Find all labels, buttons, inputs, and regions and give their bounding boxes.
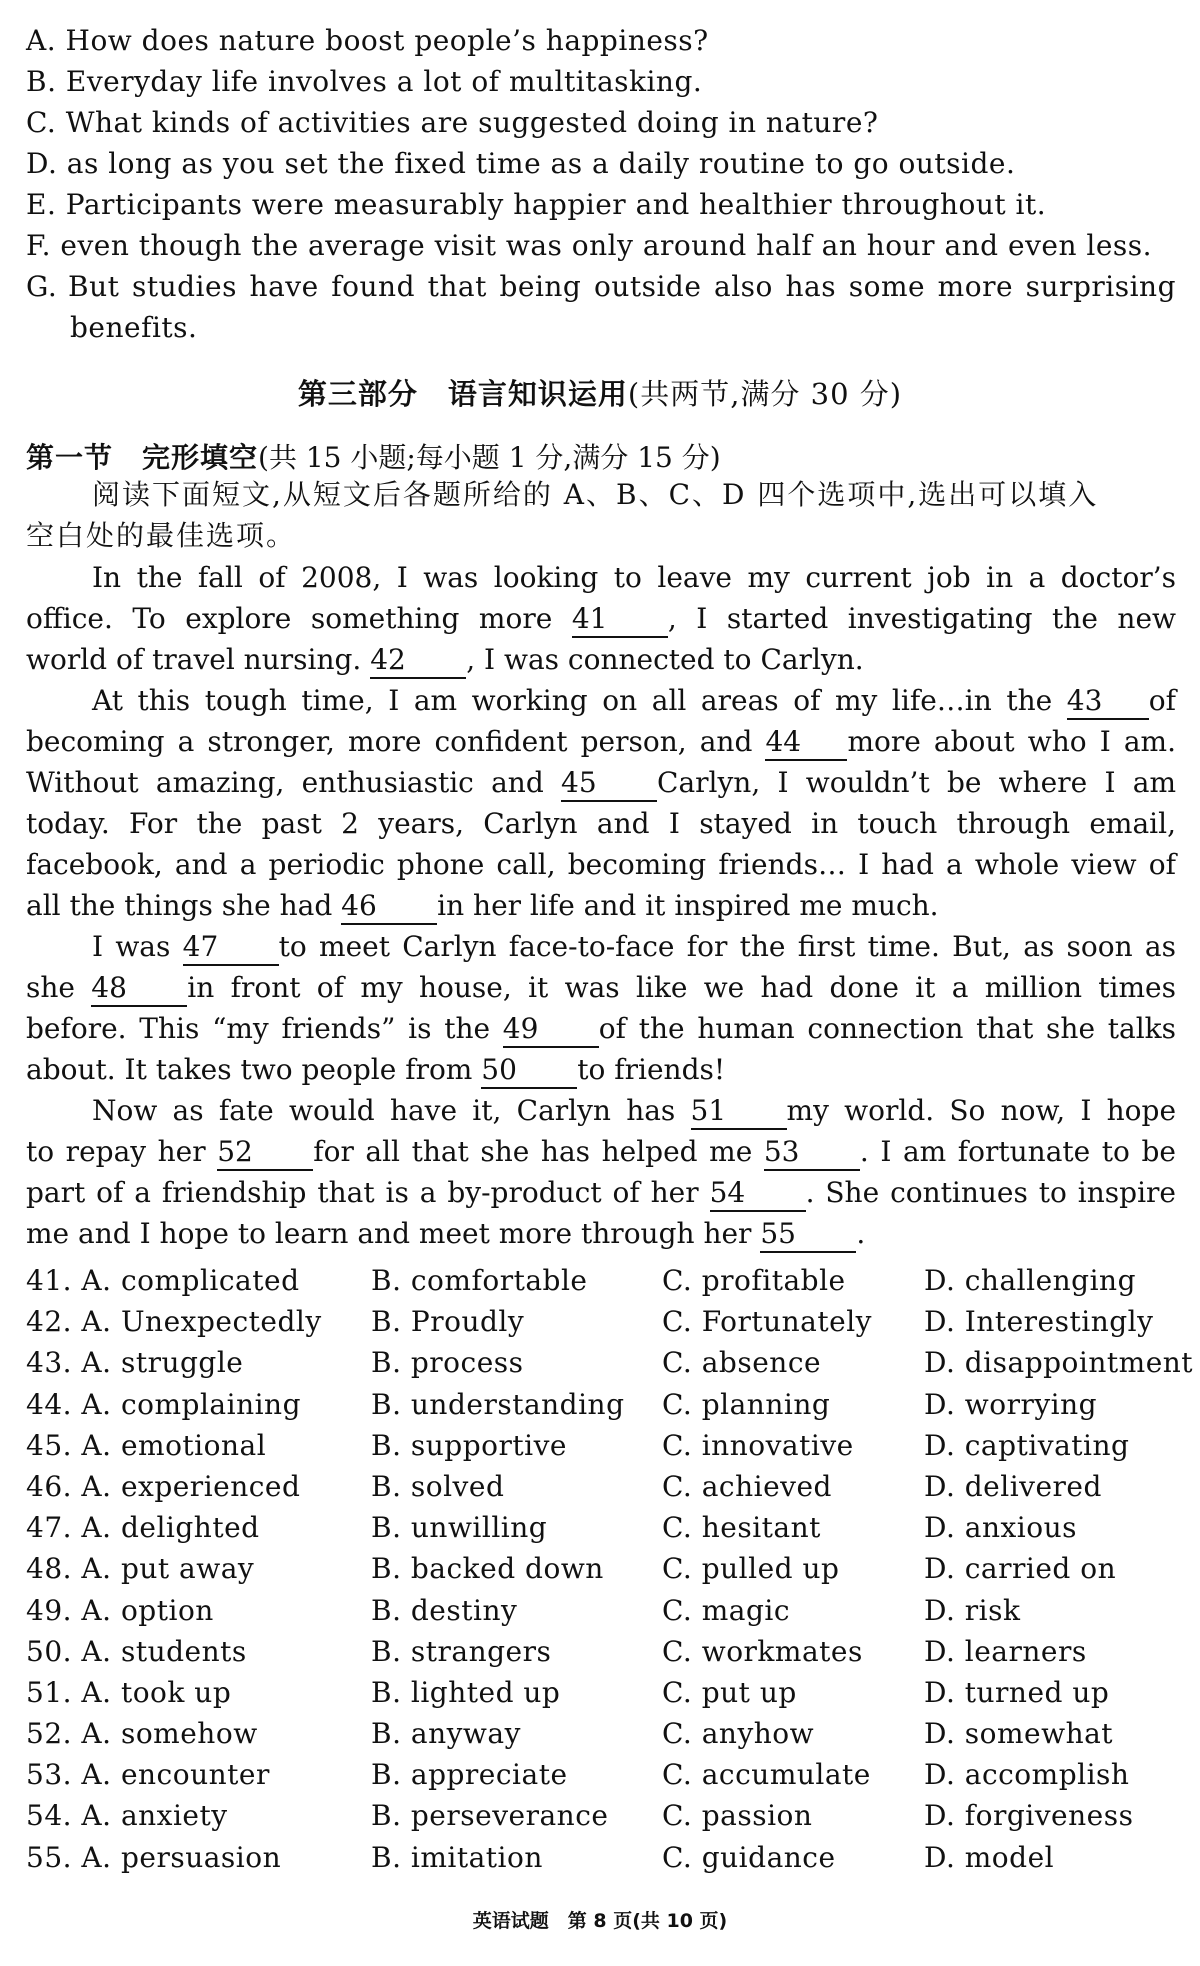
passage-line: I was 47 to meet Carlyn face-to-face for the first time. But, as soon as bbox=[26, 926, 1176, 967]
section-heading-main: 第一节 完形填空 bbox=[26, 441, 259, 474]
question-row-44: 44. A. complaining B. understanding C. planning D. worrying bbox=[26, 1387, 1098, 1421]
option-e: E. Participants were measurably happier and healthier throughout it. bbox=[26, 188, 1047, 221]
blank-42: 42 bbox=[370, 645, 466, 679]
cloze-passage bbox=[26, 557, 1176, 1254]
blank-53: 53 bbox=[764, 1137, 860, 1171]
question-row-43: 43. A. struggle B. process C. absence D. disappointment bbox=[26, 1346, 1194, 1380]
passage-line: Without amazing, enthusiastic and 45 Carlyn, I wouldn’t be where I am bbox=[26, 762, 1176, 803]
question-row-54: 54. A. anxiety B. perseverance C. passion D. forgiveness bbox=[26, 1799, 1134, 1833]
option-b: B. Everyday life involves a lot of multitasking. bbox=[26, 65, 703, 98]
option-g-continuation: benefits. bbox=[70, 311, 198, 344]
blank-51: 51 bbox=[691, 1096, 787, 1130]
question-row-47: 47. A. delighted B. unwilling C. hesitant D. anxious bbox=[26, 1511, 1077, 1545]
question-row-49: 49. A. option B. destiny C. magic D. risk bbox=[26, 1593, 1021, 1627]
answer-options-list bbox=[26, 20, 1176, 348]
passage-line: me and I hope to learn and meet more through her 55 . bbox=[26, 1213, 1176, 1254]
blank-43: 43 bbox=[1067, 686, 1149, 720]
blank-48: 48 bbox=[91, 973, 187, 1007]
page-footer: 英语试题 第 8 页(共 10 页) bbox=[472, 1910, 728, 1932]
passage-line: she 48 in front of my house, it was like we had done it a million times bbox=[26, 967, 1176, 1008]
blank-55: 55 bbox=[760, 1219, 856, 1253]
passage-line: to repay her 52 for all that she has helped me 53 . I am fortunate to be bbox=[26, 1131, 1176, 1172]
question-row-41: 41. A. complicated B. comfortable C. profitable D. challenging bbox=[26, 1264, 1137, 1297]
part-title-main: 第三部分 语言知识运用 bbox=[297, 377, 628, 411]
question-row-46: 46. A. experienced B. solved C. achieved D. delivered bbox=[26, 1469, 1102, 1503]
option-f: F. even though the average visit was only around half an hour and even less. bbox=[26, 229, 1153, 262]
blank-50: 50 bbox=[481, 1055, 577, 1089]
blank-46: 46 bbox=[341, 891, 437, 925]
passage-line: office. To explore something more 41 , I started investigating the new bbox=[26, 598, 1176, 639]
option-c: C. What kinds of activities are suggested doing in nature? bbox=[26, 106, 879, 139]
passage-line: facebook, and a periodic phone call, becoming friends… I had a whole view of bbox=[26, 848, 1176, 881]
passage-line: At this tough time, I am working on all areas of my life…in the 43 of bbox=[26, 680, 1176, 721]
section-heading bbox=[26, 436, 721, 476]
question-row-45: 45. A. emotional B. supportive C. innovative D. captivating bbox=[26, 1428, 1130, 1462]
instructions-line-2: 空白处的最佳选项。 bbox=[26, 519, 297, 552]
blank-47: 47 bbox=[183, 932, 279, 966]
passage-line: today. For the past 2 years, Carlyn and I stayed in touch through email, bbox=[26, 807, 1176, 840]
blank-41: 41 bbox=[572, 604, 668, 638]
question-row-52: 52. A. somehow B. anyway C. anyhow D. somewhat bbox=[26, 1717, 1114, 1751]
question-row-53: 53. A. encounter B. appreciate C. accumulate D. accomplish bbox=[26, 1758, 1130, 1792]
question-row-55: 55. A. persuasion B. imitation C. guidance D. model bbox=[26, 1840, 1055, 1874]
blank-54: 54 bbox=[710, 1178, 806, 1212]
blank-52: 52 bbox=[217, 1137, 313, 1171]
question-row-51: 51. A. took up B. lighted up C. put up D. turned up bbox=[26, 1675, 1110, 1709]
question-row-50: 50. A. students B. strangers C. workmates D. learners bbox=[26, 1634, 1087, 1668]
question-options bbox=[26, 1260, 1194, 1878]
question-row-48: 48. A. put away B. backed down C. pulled up D. carried on bbox=[26, 1552, 1117, 1586]
option-d: D. as long as you set the fixed time as a daily routine to go outside. bbox=[26, 147, 1016, 180]
blank-49: 49 bbox=[503, 1014, 599, 1048]
passage-line: In the fall of 2008, I was looking to leave my current job in a doctor’s bbox=[92, 561, 1176, 594]
option-g-text: But studies have found that being outside also has some more surprising bbox=[68, 270, 1176, 303]
option-a: A. How does nature boost people’s happiness? bbox=[26, 24, 709, 57]
passage-line: world of travel nursing. 42 , I was connected to Carlyn. bbox=[26, 639, 1176, 680]
passage-line: Now as fate would have it, Carlyn has 51 my world. So now, I hope bbox=[26, 1090, 1176, 1131]
option-g-label: G. bbox=[26, 270, 58, 303]
part-title bbox=[0, 372, 1200, 413]
blank-44: 44 bbox=[765, 727, 847, 761]
passage-line: all the things she had 46 in her life and it inspired me much. bbox=[26, 885, 1176, 926]
instructions-line-1: 阅读下面短文,从短文后各题所给的 A、B、C、D 四个选项中,选出可以填入 bbox=[92, 478, 1099, 511]
blank-45: 45 bbox=[561, 768, 657, 802]
passage-line: part of a friendship that is a by-product of her 54 . She continues to inspire bbox=[26, 1172, 1176, 1213]
option-g bbox=[26, 266, 1176, 307]
question-row-42: 42. A. Unexpectedly B. Proudly C. Fortunately D. Interestingly bbox=[26, 1305, 1154, 1339]
passage-line: about. It takes two people from 50 to friends! bbox=[26, 1049, 1176, 1090]
passage-line: becoming a stronger, more confident person, and 44 more about who I am. bbox=[26, 721, 1176, 762]
section-heading-note: (共 15 小题;每小题 1 分,满分 15 分) bbox=[258, 441, 721, 474]
part-title-note: (共两节,满分 30 分) bbox=[627, 377, 903, 411]
instructions bbox=[26, 474, 1176, 556]
passage-line: before. This “my friends” is the 49 of the human connection that she talks bbox=[26, 1008, 1176, 1049]
